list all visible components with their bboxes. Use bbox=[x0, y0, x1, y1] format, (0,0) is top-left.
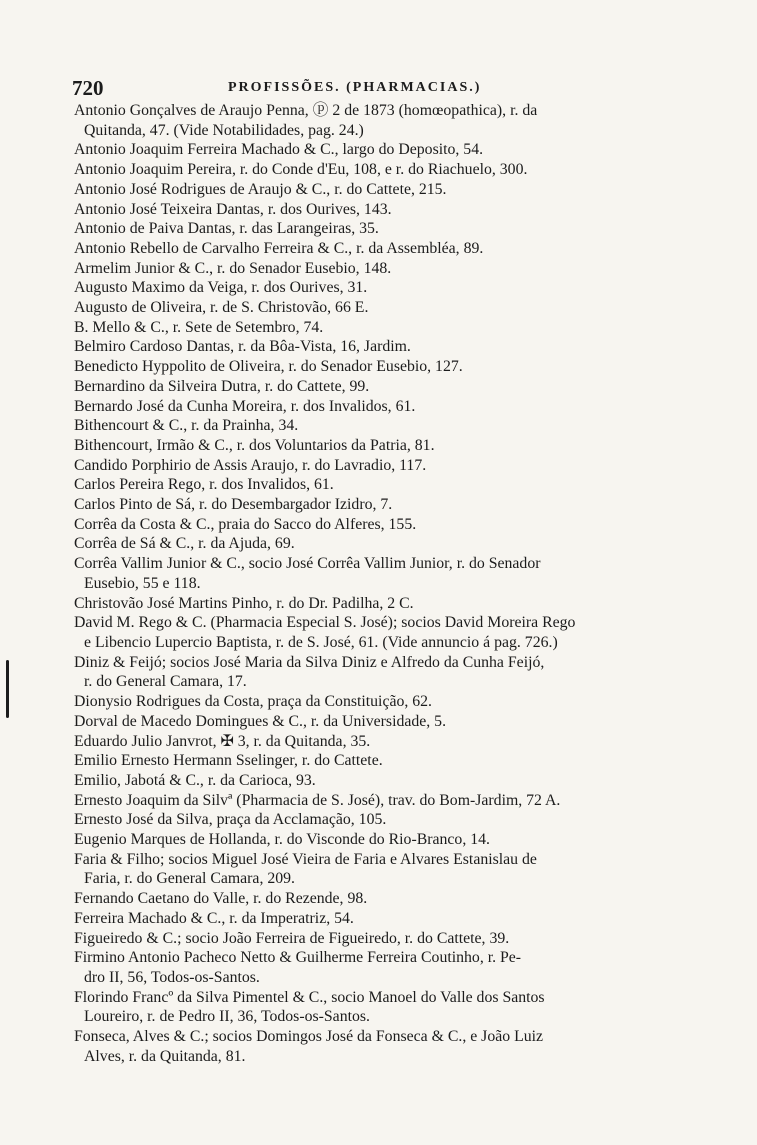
entry-line: Antonio José Rodrigues de Araujo & C., r. do Cattete, 215. bbox=[74, 180, 447, 198]
page-number: 720 bbox=[72, 76, 104, 100]
entry-line: Emilio Ernesto Hermann Sselinger, r. do Cattete. bbox=[74, 752, 383, 770]
entry-line: Benedicto Hyppolito de Oliveira, r. do Senador Eusebio, 127. bbox=[74, 358, 463, 376]
entry-continuation: e Libencio Lupercio Baptista, r. de S. José, 61. (Vide annuncio á pag. 726.) bbox=[84, 633, 558, 651]
entry-line: Dorval de Macedo Domingues & C., r. da Universidade, 5. bbox=[74, 712, 447, 730]
entry-line: Antonio de Paiva Dantas, r. das Larangeiras, 35. bbox=[74, 220, 379, 238]
list-item bbox=[74, 692, 714, 712]
entry-line: David M. Rego & C. (Pharmacia Especial S. José); socios David Moreira Rego bbox=[74, 614, 576, 632]
list-item bbox=[74, 515, 714, 535]
entry-line: Figueiredo & C.; socio João Ferreira de Figueiredo, r. do Cattete, 39. bbox=[74, 929, 510, 947]
list-item bbox=[74, 160, 714, 180]
list-item bbox=[74, 318, 714, 338]
list-item bbox=[74, 594, 714, 614]
list-item bbox=[74, 298, 714, 318]
entry-continuation: r. do General Camara, 17. bbox=[84, 673, 247, 691]
list-item bbox=[74, 495, 714, 515]
list-item bbox=[74, 751, 714, 771]
list-item bbox=[74, 948, 714, 987]
list-item bbox=[74, 771, 714, 791]
entry-line: Candido Porphirio de Assis Araujo, r. do Lavradio, 117. bbox=[74, 456, 427, 474]
entry-line: Antonio José Teixeira Dantas, r. dos Ourives, 143. bbox=[74, 200, 392, 218]
running-head: PROFISSÕES. (PHARMACIAS.) bbox=[228, 80, 482, 95]
list-item bbox=[74, 613, 714, 652]
entry-line: Eduardo Julio Janvrot, ✠ 3, r. da Quitanda, 35. bbox=[74, 732, 371, 750]
list-item bbox=[74, 653, 714, 692]
list-item bbox=[74, 554, 714, 593]
entry-line: Ferreira Machado & C., r. da Imperatriz, 54. bbox=[74, 909, 354, 927]
entry-line: Carlos Pinto de Sá, r. do Desembargador Izidro, 7. bbox=[74, 496, 393, 514]
list-item bbox=[74, 889, 714, 909]
page-header bbox=[72, 76, 712, 100]
entry-line: Dionysio Rodrigues da Costa, praça da Constituição, 62. bbox=[74, 693, 433, 711]
list-item bbox=[74, 456, 714, 476]
entry-line: Florindo Francº da Silva Pimentel & C., socio Manoel do Valle dos Santos bbox=[74, 988, 545, 1006]
entry-line: Ernesto Joaquim da Silvª (Pharmacia de S. José), trav. do Bom-Jardim, 72 A. bbox=[74, 791, 561, 809]
list-item bbox=[74, 278, 714, 298]
entry-continuation: dro II, 56, Todos-os-Santos. bbox=[84, 968, 260, 986]
list-item bbox=[74, 810, 714, 830]
entry-line: Fonseca, Alves & C.; socios Domingos José da Fonseca & C., e João Luiz bbox=[74, 1028, 544, 1046]
entry-line: Armelim Junior & C., r. do Senador Eusebio, 148. bbox=[74, 259, 392, 277]
list-item bbox=[74, 1027, 714, 1066]
entry-line: Bithencourt, Irmão & C., r. dos Voluntarios da Patria, 81. bbox=[74, 436, 435, 454]
entry-line: Belmiro Cardoso Dantas, r. da Bôa-Vista, 16, Jardim. bbox=[74, 338, 411, 356]
entry-line: B. Mello & C., r. Sete de Setembro, 74. bbox=[74, 318, 324, 336]
entry-continuation: Faria, r. do General Camara, 209. bbox=[84, 870, 295, 888]
margin-mark bbox=[6, 660, 9, 718]
list-item bbox=[74, 101, 714, 140]
entry-line: Carlos Pereira Rego, r. dos Invalidos, 61. bbox=[74, 476, 334, 494]
entry-line: Fernando Caetano do Valle, r. do Rezende, 98. bbox=[74, 890, 368, 908]
entry-continuation: Eusebio, 55 e 118. bbox=[84, 574, 201, 592]
list-item bbox=[74, 909, 714, 929]
entry-line: Faria & Filho; socios Miguel José Vieira de Faria e Alvares Estanislau de bbox=[74, 850, 537, 868]
list-item bbox=[74, 929, 714, 949]
list-item bbox=[74, 219, 714, 239]
list-item bbox=[74, 259, 714, 279]
entry-line: Emilio, Jabotá & C., r. da Carioca, 93. bbox=[74, 771, 316, 789]
entry-line: Diniz & Feijó; socios José Maria da Silva Diniz e Alfredo da Cunha Feijó, bbox=[74, 653, 545, 671]
entry-line: Bernardino da Silveira Dutra, r. do Cattete, 99. bbox=[74, 377, 370, 395]
list-item bbox=[74, 357, 714, 377]
entry-line: Firmino Antonio Pacheco Netto & Guilherme Ferreira Coutinho, r. Pe- bbox=[74, 949, 522, 967]
list-item bbox=[74, 239, 714, 259]
entry-continuation: Loureiro, r. de Pedro II, 36, Todos-os-Santos. bbox=[84, 1008, 370, 1026]
list-item bbox=[74, 200, 714, 220]
entry-line: Antonio Joaquim Pereira, r. do Conde d'Eu, 108, e r. do Riachuelo, 300. bbox=[74, 161, 528, 179]
entry-line: Antonio Rebello de Carvalho Ferreira & C., r. da Assembléa, 89. bbox=[74, 239, 484, 257]
entry-continuation: Alves, r. da Quitanda, 81. bbox=[84, 1047, 246, 1065]
entry-line: Augusto de Oliveira, r. de S. Christovão, 66 E. bbox=[74, 299, 369, 317]
list-item bbox=[74, 337, 714, 357]
entry-line: Corrêa de Sá & C., r. da Ajuda, 69. bbox=[74, 535, 295, 553]
entry-line: Bernardo José da Cunha Moreira, r. dos Invalidos, 61. bbox=[74, 397, 416, 415]
list-item bbox=[74, 180, 714, 200]
entry-line: Bithencourt & C., r. da Prainha, 34. bbox=[74, 417, 299, 435]
list-item bbox=[74, 534, 714, 554]
list-item bbox=[74, 830, 714, 850]
entry-line: Corrêa da Costa & C., praia do Sacco do Alferes, 155. bbox=[74, 515, 417, 533]
list-item bbox=[74, 416, 714, 436]
entry-line: Corrêa Vallim Junior & C., socio José Corrêa Vallim Junior, r. do Senador bbox=[74, 555, 541, 573]
list-item bbox=[74, 397, 714, 417]
entry-line: Augusto Maximo da Veiga, r. dos Ourives, 31. bbox=[74, 279, 368, 297]
list-item bbox=[74, 988, 714, 1027]
entry-line: Antonio Joaquim Ferreira Machado & C., largo do Deposito, 54. bbox=[74, 141, 484, 159]
list-item bbox=[74, 140, 714, 160]
entry-line: Christovão José Martins Pinho, r. do Dr. Padilha, 2 C. bbox=[74, 594, 414, 612]
entry-line: Eugenio Marques de Hollanda, r. do Visconde do Rio-Branco, 14. bbox=[74, 831, 490, 849]
list-item bbox=[74, 732, 714, 752]
list-item bbox=[74, 850, 714, 889]
list-item bbox=[74, 475, 714, 495]
list-item bbox=[74, 436, 714, 456]
entry-continuation: Quitanda, 47. (Vide Notabilidades, pag. 24.) bbox=[84, 121, 364, 139]
list-item bbox=[74, 377, 714, 397]
pharmacy-list bbox=[74, 101, 714, 1066]
entry-line: Ernesto José da Silva, praça da Acclamação, 105. bbox=[74, 811, 387, 829]
list-item bbox=[74, 791, 714, 811]
entry-line: Antonio Gonçalves de Araujo Penna, ⓟ 2 de 1873 (homœopathica), r. da bbox=[74, 102, 538, 119]
list-item bbox=[74, 712, 714, 732]
